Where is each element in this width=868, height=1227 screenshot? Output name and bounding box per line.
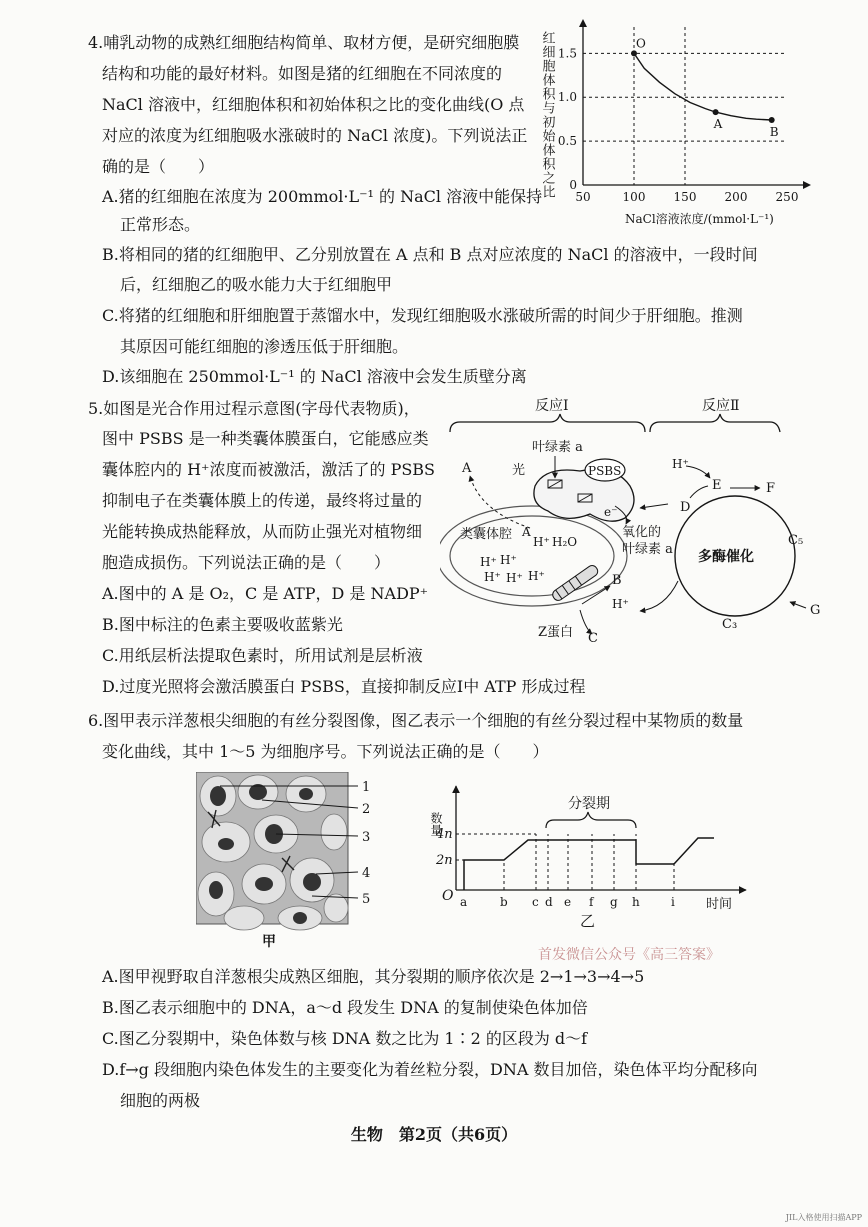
- point-b: [769, 117, 775, 123]
- thylakoid-outer: [440, 506, 627, 606]
- q4-option-d: D.该细胞在 250mmol·L⁻¹ 的 NaCl 溶液中会发生质壁分离: [102, 367, 527, 386]
- q6-option-b: B.图乙表示细胞中的 DNA，a～d 段发生 DNA 的复制使染色体加倍: [102, 998, 588, 1017]
- q5-option-a: A.图中的 A 是 O₂，C 是 ATP，D 是 NADP⁺: [102, 584, 429, 603]
- y-axis-label: 红细胞体积与初始体积之比: [539, 31, 555, 199]
- point-label-b: B: [769, 125, 779, 140]
- yi-xlabel: 时间: [706, 897, 733, 912]
- yi-x-g: g: [610, 895, 618, 909]
- q6-option-d: D.f→g 段细胞内染色体发生的主要变化为着丝粒分裂，DNA 数目加倍，染色体平均分配移向: [102, 1060, 758, 1079]
- lumen-label: 类囊体腔: [460, 527, 513, 542]
- label-c3: C₃: [722, 617, 738, 632]
- hplus-3: H⁺: [484, 570, 501, 584]
- series-line: [634, 53, 772, 120]
- x-axis-label: NaCl溶液浓度/(mmol·L⁻¹): [625, 212, 774, 226]
- q6-option-a: A.图甲视野取自洋葱根尖成熟区细胞，其分裂期的顺序依次是 2→1→3→4→5: [102, 967, 645, 986]
- label-a-small: A: [522, 525, 531, 539]
- hplus-4: H⁺: [506, 571, 523, 585]
- q5-line-4: 抑制电子在类囊体膜上的传递，最终将过量的: [102, 491, 423, 510]
- yi-caption: 乙: [580, 912, 596, 930]
- q5-option-d: D.过度光照将会激活膜蛋白 PSBS，直接抑制反应Ⅰ中 ATP 形成过程: [102, 677, 586, 696]
- q4-line-2: 结构和功能的最好材料。如图是猪的红细胞在不同浓度的: [102, 64, 503, 83]
- point-label-o: O: [636, 36, 646, 51]
- yi-origin: O: [442, 888, 454, 904]
- q5-line-2: 图中 PSBS 是一种类囊体膜蛋白，它能感应类: [102, 429, 429, 448]
- x-tick-label: 250: [775, 190, 799, 204]
- q6-option-c: C.图乙分裂期中，染色体数与核 DNA 数之比为 1∶2 的区段为 d～f: [102, 1029, 588, 1048]
- q4-line-1: 4.哺乳动物的成熟红细胞结构简单、取材方便，是研究细胞膜: [88, 33, 520, 52]
- yi-y-4n: 4n: [436, 827, 453, 842]
- q5-line-3: 囊体腔内的 H⁺浓度而被激活，激活了的 PSBS: [102, 460, 436, 479]
- x-axis-arrow: [803, 181, 811, 189]
- label-d: D: [680, 500, 691, 515]
- z-protein-label: Z蛋白: [538, 625, 574, 640]
- x-tick-label: 150: [673, 190, 697, 204]
- yi-x-c: c: [532, 895, 539, 909]
- point-o: [631, 50, 637, 56]
- watermark: 首发微信公众号《高三答案》: [538, 947, 720, 963]
- y-tick-label: 0: [569, 178, 577, 192]
- q6-option-d-cont: 细胞的两极: [120, 1091, 201, 1110]
- x-tick-label: 200: [724, 190, 748, 204]
- yi-x-a: a: [460, 895, 468, 909]
- q4-chart: [535, 15, 835, 237]
- figure-yi: [428, 778, 758, 946]
- yi-x-h: h: [632, 895, 640, 909]
- cell-label-5: 5: [362, 892, 371, 907]
- q4-option-a-cont: 正常形态。: [120, 215, 201, 234]
- y-tick-label: 1.0: [557, 90, 577, 105]
- label-f: F: [766, 481, 776, 496]
- cell-label-3: 3: [362, 830, 371, 845]
- yi-phase-brace: [546, 812, 636, 828]
- reaction1-brace: [450, 414, 645, 432]
- q4-option-b: B.将相同的猪的红细胞甲、乙分别放置在 A 点和 B 点对应浓度的 NaCl 的溶液中，一段时间: [102, 245, 758, 264]
- q4-line-4: 对应的浓度为红细胞吸水涨破时的 NaCl 浓度)。下列说法正: [102, 126, 528, 145]
- q4-option-b-cont: 后，红细胞乙的吸水能力大于红细胞甲: [120, 275, 393, 294]
- q6-line-1: 6.图甲表示洋葱根尖细胞的有丝分裂图像，图乙表示一个细胞的有丝分裂过程中某物质的数量: [88, 711, 744, 730]
- hplus-1: H⁺: [480, 555, 497, 569]
- hplus-water: H⁺: [533, 535, 550, 549]
- yi-x-i: i: [671, 895, 675, 909]
- enzyme-label: 多酶催化: [698, 549, 754, 565]
- light-label: 光: [512, 463, 526, 478]
- q4-option-c: C.将猪的红细胞和肝细胞置于蒸馏水中，发现红细胞吸水涨破所需的时间少于肝细胞。推测: [102, 306, 743, 325]
- q5-line-6: 胞造成损伤。下列说法正确的是（ ）: [102, 553, 391, 572]
- label-c5: C₅: [788, 533, 804, 548]
- e-minus-label: e⁻: [604, 505, 618, 519]
- point-a: [713, 109, 719, 115]
- yi-x-b: b: [500, 895, 508, 909]
- yi-phase-label: 分裂期: [568, 796, 610, 812]
- hplus-7: H⁺: [672, 457, 689, 471]
- q5-line-1: 5.如图是光合作用过程示意图(字母代表物质)，: [88, 399, 420, 418]
- reaction2-brace: [650, 414, 780, 432]
- point-label-a: A: [713, 117, 723, 132]
- q4-option-c-cont: 其原因可能红细胞的渗透压低于肝细胞。: [120, 337, 409, 356]
- q5-line-5: 光能转换成热能释放，从而防止强光对植物细: [102, 522, 423, 541]
- cell-label-4: 4: [362, 866, 371, 881]
- y-tick-label: 1.5: [557, 46, 577, 61]
- hplus-5: H⁺: [528, 569, 545, 583]
- hplus-2: H⁺: [500, 553, 517, 567]
- y-tick-label: 0.5: [557, 134, 577, 149]
- q5-option-c: C.用纸层析法提取色素时，所用试剂是层析液: [102, 646, 423, 665]
- x-tick-label: 100: [622, 190, 646, 204]
- chlorophyll-label: 叶绿素 a: [532, 440, 583, 455]
- water-label: H₂O: [552, 535, 578, 549]
- label-a: A: [462, 461, 472, 476]
- cell-label-1: 1: [362, 780, 371, 795]
- q4-line-5: 确的是（ ）: [102, 157, 215, 176]
- yi-curve: [464, 838, 714, 890]
- q5-option-b: B.图中标注的色素主要吸收蓝紫光: [102, 615, 343, 634]
- jia-caption: 甲: [262, 934, 276, 950]
- label-g: G: [810, 603, 821, 618]
- q4-option-a: A.猪的红细胞在浓度为 200mmol·L⁻¹ 的 NaCl 溶液中能保持: [102, 187, 543, 206]
- x-tick-label: 50: [575, 190, 591, 204]
- oxidized-label-2: 叶绿素 a: [622, 542, 673, 557]
- q6-line-2: 变化曲线，其中 1～5 为细胞序号。下列说法正确的是（ ）: [102, 742, 549, 761]
- yi-x-d: d: [545, 895, 553, 909]
- label-b: B: [612, 573, 622, 588]
- yi-x-e: e: [564, 895, 572, 909]
- label-e: E: [712, 478, 722, 493]
- page-footer: 生物 第2页（共6页）: [350, 1125, 518, 1144]
- label-c: C: [588, 631, 598, 644]
- reaction1-label: 反应Ⅰ: [535, 398, 569, 414]
- a-arrow: [470, 476, 530, 528]
- corner-text: JIL入格使用扫描APP: [785, 1213, 862, 1222]
- psbs-label: PSBS: [588, 464, 622, 478]
- photosynthesis-diagram: [440, 396, 840, 644]
- yi-x-f: f: [589, 895, 594, 909]
- yi-ylabel: 数量: [429, 812, 443, 836]
- hplus-6: H⁺: [612, 597, 629, 611]
- figure-jia: [196, 772, 386, 952]
- reaction2-label: 反应Ⅱ: [702, 398, 740, 414]
- q4-line-3: NaCl 溶液中，红细胞体积和初始体积之比的变化曲线(O 点: [102, 95, 525, 114]
- yi-y-2n: 2n: [436, 853, 453, 868]
- cell-label-2: 2: [362, 802, 371, 817]
- y-axis-arrow: [579, 19, 587, 27]
- oxidized-label-1: 氧化的: [622, 525, 662, 540]
